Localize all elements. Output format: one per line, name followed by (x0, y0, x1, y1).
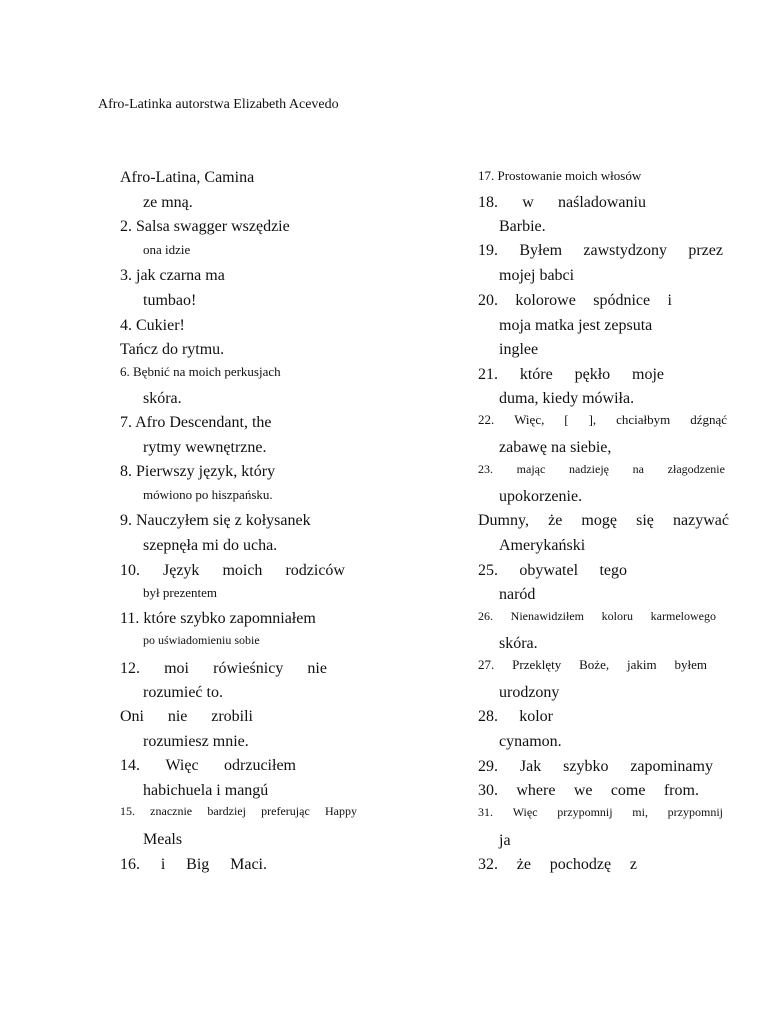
poem-word: naśladowaniu (558, 194, 646, 211)
poem-word: przypomnij (667, 805, 723, 819)
poem-word: Byłem (519, 242, 563, 259)
poem-word: pękło (574, 366, 611, 383)
poem-word: pochodzę (549, 856, 612, 873)
poem-word: zawstydzony (583, 242, 667, 259)
poem-word: come (610, 782, 646, 799)
poem-line (120, 756, 296, 776)
poem-line (478, 804, 723, 820)
poem-word: że (516, 856, 531, 873)
poem-line: Afro-Latina, Camina (120, 169, 255, 186)
poem-line (478, 412, 727, 428)
poem-word: 31. (478, 805, 493, 819)
poem-line (478, 561, 627, 581)
poem-word: koloru (601, 609, 633, 623)
poem-line (478, 193, 646, 213)
poem-line: ze mną. (143, 194, 193, 211)
poem-line (120, 855, 267, 875)
poem-word: się (636, 512, 654, 529)
poem-line (120, 659, 327, 679)
poem-line: tumbao! (143, 292, 197, 309)
poem-line: 2. Salsa swagger wszędzie (120, 218, 290, 235)
poem-line (478, 241, 723, 261)
poem-word: kolorowe (515, 292, 576, 309)
poem-line: upokorzenie. (499, 488, 583, 505)
poem-word: 15. (120, 804, 135, 818)
poem-word: 16. (120, 856, 140, 873)
poem-word: obywatel (519, 562, 579, 579)
poem-line (478, 365, 664, 385)
poem-word: 30. (478, 782, 498, 799)
poem-line: 11. które szybko zapomniałem (120, 610, 316, 627)
poem-word: zapominamy (630, 758, 713, 775)
poem-word: where (516, 782, 556, 799)
poem-word: ], (588, 412, 597, 427)
poem-word: Oni (120, 708, 144, 725)
poem-word: 23. (478, 462, 493, 476)
poem-line: skóra. (143, 390, 182, 407)
poem-line: 4. Cukier! (120, 317, 185, 334)
poem-word: z (629, 856, 637, 873)
poem-line: moja matka jest zepsuta (499, 317, 653, 334)
poem-word: 22. (478, 412, 495, 427)
poem-word: nie (307, 660, 327, 677)
poem-word: nazywać (673, 512, 729, 529)
poem-line (478, 291, 672, 311)
poem-word: tego (599, 562, 627, 579)
poem-line: Tańcz do rytmu. (120, 341, 225, 358)
poem-line: Barbie. (499, 218, 546, 235)
poem-line: urodzony (499, 684, 560, 701)
poem-word: Boże, (579, 657, 610, 672)
poem-word: i (667, 292, 672, 309)
poem-word: preferując (261, 804, 310, 818)
poem-line: 6. Bębnić na moich perkusjach (120, 364, 281, 379)
poem-word: spódnice (593, 292, 651, 309)
poem-line: 8. Pierwszy język, który (120, 463, 276, 480)
poem-word: chciałbym (616, 412, 671, 427)
poem-line: 7. Afro Descendant, the (120, 414, 272, 431)
poem-word: 29. (478, 758, 498, 775)
poem-word: mając (516, 462, 546, 476)
poem-word: odrzuciłem (224, 757, 296, 774)
poem-word: jakim (626, 657, 657, 672)
poem-line: naród (499, 586, 536, 603)
poem-line: cynamon. (499, 733, 562, 750)
poem-word: i (160, 856, 166, 873)
poem-word: 32. (478, 856, 498, 873)
poem-line (120, 803, 357, 819)
poem-line (120, 561, 345, 581)
poem-word: 20. (478, 292, 498, 309)
poem-word: mogę (581, 512, 617, 529)
poem-word: 10. (120, 562, 140, 579)
poem-word: 14. (120, 757, 140, 774)
poem-word: rodziców (285, 562, 345, 579)
poem-line: był prezentem (143, 585, 217, 600)
poem-line: 9. Nauczyłem się z kołysanek (120, 512, 311, 529)
poem-word: 26. (478, 609, 493, 623)
poem-line (478, 608, 716, 624)
poem-word: złagodzenie (667, 462, 725, 476)
poem-word: moje (632, 366, 664, 383)
poem-line (478, 657, 707, 673)
poem-word: rówieśnicy (213, 660, 284, 677)
poem-line: inglee (499, 341, 539, 358)
poem-line: skóra. (499, 635, 538, 652)
poem-line: Amerykański (499, 537, 586, 554)
poem-word: Nienawidziłem (510, 609, 584, 623)
poem-word: znacznie (150, 804, 193, 818)
poem-word: moi (164, 660, 189, 677)
poem-word: Więc (165, 757, 199, 774)
poem-line: Meals (143, 831, 183, 848)
poem-word: 28. (478, 708, 498, 725)
poem-word: mi, (632, 805, 648, 819)
poem-word: na (632, 462, 644, 476)
poem-line (478, 461, 725, 477)
poem-word: we (573, 782, 593, 799)
poem-line: rozumieć to. (143, 684, 223, 701)
poem-word: karmelowego (650, 609, 716, 623)
poem-line (478, 855, 637, 875)
poem-line (478, 781, 699, 801)
poem-line: habichuela i mangú (143, 782, 269, 799)
poem-word: Więc, (514, 412, 545, 427)
poem-word: 27. (478, 657, 495, 672)
poem-word: byłem (674, 657, 707, 672)
poem-line (120, 707, 253, 727)
poem-word: nadzieję (569, 462, 609, 476)
document-title: Afro-Latinka autorstwa Elizabeth Acevedo (98, 97, 339, 112)
poem-line: duma, kiedy mówiła. (499, 390, 635, 407)
poem-word: dźgnąć (690, 412, 727, 427)
poem-word: Przeklęty (512, 657, 562, 672)
poem-word: 21. (478, 366, 498, 383)
poem-word: Dumny, (478, 512, 529, 529)
poem-word: Maci. (230, 856, 267, 873)
poem-word: Big (186, 856, 210, 873)
poem-word: szybko (563, 758, 609, 775)
poem-word: 19. (478, 242, 498, 259)
poem-line: rytmy wewnętrzne. (143, 439, 267, 456)
poem-word: kolor (519, 708, 553, 725)
poem-word: [ (564, 412, 569, 427)
poem-word: 18. (478, 194, 498, 211)
poem-line: szepnęła mi do ucha. (143, 537, 278, 554)
poem-line (478, 757, 713, 777)
poem-word: nie (167, 708, 188, 725)
poem-word: zrobili (211, 708, 253, 725)
poem-word: 12. (120, 660, 140, 677)
poem-word: które (519, 366, 553, 383)
poem-line: ona idzie (143, 242, 191, 257)
poem-word: że (548, 512, 563, 529)
poem-word: Język (163, 562, 200, 579)
poem-line: rozumiesz mnie. (143, 733, 249, 750)
poem-line: 17. Prostowanie moich włosów (478, 168, 642, 183)
poem-word: Więc (512, 805, 538, 819)
poem-line: mojej babci (499, 267, 575, 284)
poem-word: bardziej (207, 804, 246, 818)
poem-line (478, 511, 729, 531)
poem-line: ja (499, 832, 511, 849)
poem-word: przypomnij (557, 805, 613, 819)
poem-word: Happy (324, 804, 357, 818)
poem-line: zabawę na siebie, (499, 439, 612, 456)
poem-line: mówiono po hiszpańsku. (143, 487, 273, 502)
poem-word: from. (663, 782, 699, 799)
poem-word: w (522, 194, 534, 211)
poem-line: 3. jak czarna ma (120, 267, 225, 284)
poem-word: moich (222, 562, 263, 579)
poem-line: po uświadomieniu sobie (143, 633, 260, 647)
poem-line (478, 707, 553, 727)
poem-word: Jak (519, 758, 542, 775)
poem-word: 25. (478, 562, 498, 579)
poem-word: przez (688, 242, 723, 259)
